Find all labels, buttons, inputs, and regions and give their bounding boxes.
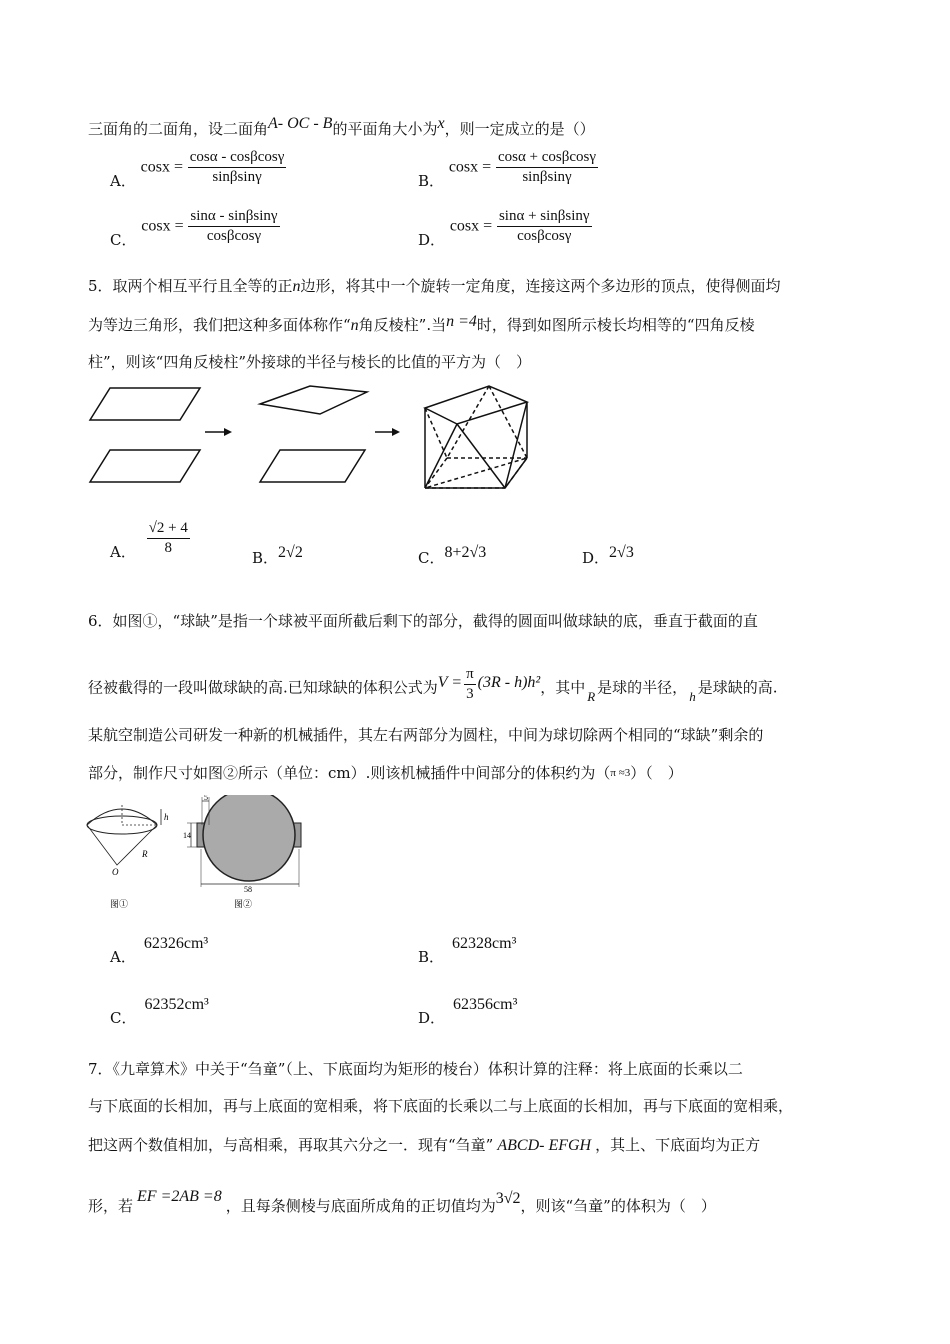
q5-line-1 bbox=[88, 275, 781, 296]
option-label: C． bbox=[110, 230, 137, 249]
q7-line-1 bbox=[88, 1058, 743, 1079]
q6-R: R bbox=[587, 688, 596, 704]
q5-line-2 bbox=[88, 314, 755, 335]
q5-text: 时，得到如图所示棱长均相等的“四角反棱 bbox=[476, 316, 755, 334]
fig2-caption: 图② bbox=[234, 900, 253, 910]
q6-line-1 bbox=[88, 610, 758, 631]
q6-option-c[interactable] bbox=[110, 993, 209, 1027]
fraction-numerator: π bbox=[464, 666, 476, 685]
q5-option-c[interactable] bbox=[418, 544, 487, 568]
option-label: A． bbox=[110, 948, 136, 966]
option-label: C． bbox=[110, 1009, 137, 1027]
q7-line-2 bbox=[88, 1095, 793, 1116]
fraction-denominator: cosβcosγ bbox=[517, 228, 572, 244]
option-label: D． bbox=[418, 230, 446, 249]
q6-text: ，其中 bbox=[540, 678, 586, 697]
q6-formula-lhs: V = bbox=[437, 673, 463, 691]
q6-option-a[interactable] bbox=[110, 932, 209, 966]
arrow-head-2 bbox=[392, 428, 400, 436]
q6-pi-approx: π ≈3 bbox=[610, 767, 631, 779]
fraction-denominator: 8 bbox=[147, 538, 190, 557]
option-fraction bbox=[188, 149, 287, 186]
fraction-numerator: sinα + sinβsinγ bbox=[497, 208, 592, 227]
option-fraction bbox=[147, 520, 190, 557]
q7-expr: EF =2AB =8 bbox=[137, 1188, 222, 1205]
q6-text: ）（ ） bbox=[630, 764, 683, 782]
q4-option-a[interactable] bbox=[110, 149, 286, 190]
q7-value: 3√2 bbox=[495, 1190, 521, 1207]
option-lhs: cosx = bbox=[448, 158, 492, 176]
antiprism bbox=[425, 386, 527, 488]
fraction-denominator: sinβsinγ bbox=[522, 169, 572, 185]
option-label: B． bbox=[252, 549, 279, 567]
option-fraction bbox=[188, 208, 279, 245]
fig1-label-O: O bbox=[112, 867, 119, 877]
q6-line-2 bbox=[88, 666, 778, 707]
q4-stem-expr: A- OC - B bbox=[268, 115, 333, 132]
q6-h: h bbox=[689, 688, 696, 704]
option-label: A． bbox=[110, 171, 136, 190]
option-label: B． bbox=[418, 171, 445, 190]
q5-text: 柱”，则该“四角反棱柱”外接球的半径与棱长的比值的平方为（ ） bbox=[88, 353, 532, 371]
q4-option-b[interactable] bbox=[418, 149, 598, 190]
q5-text: 角反棱柱”.当 bbox=[358, 316, 447, 334]
option-value: 8+2√3 bbox=[444, 544, 487, 561]
q5-option-a[interactable] bbox=[110, 520, 190, 561]
q5-text: 边形，将其中一个旋转一定角度，连接这两个多边形的顶点，使得侧面均 bbox=[300, 277, 781, 295]
q4-option-d[interactable] bbox=[418, 208, 592, 249]
square-bottom-2 bbox=[260, 450, 365, 482]
q5-text: 5．取两个相互平行且全等的正 bbox=[88, 277, 293, 295]
q6-line-3 bbox=[88, 724, 763, 745]
q5-option-d[interactable] bbox=[582, 544, 634, 568]
q6-option-b[interactable] bbox=[418, 932, 517, 966]
q7-line-3 bbox=[88, 1134, 760, 1155]
q6-figure-1 bbox=[82, 795, 182, 915]
q5-n-eq: n =4 bbox=[446, 313, 477, 330]
q4-stem-text-b: 的平面角大小为 bbox=[332, 120, 438, 138]
q6-text: 径被截得的一段叫做球缺的高.已知球缺的体积公式为 bbox=[88, 678, 438, 697]
q7-text: 形，若 bbox=[88, 1197, 134, 1215]
option-value: 62356cm³ bbox=[453, 996, 518, 1013]
option-label: D． bbox=[582, 549, 610, 567]
fig2-label-5: 5 bbox=[204, 795, 208, 802]
q5-text: 为等边三角形，我们把这种多面体称作“ bbox=[88, 316, 351, 334]
square-top-1 bbox=[90, 388, 200, 420]
q6-text: 6．如图①，“球缺”是指一个球被平面所截后剩下的部分，截得的圆面叫做球缺的底，垂直于截面的直 bbox=[88, 612, 758, 630]
arrow-head-1 bbox=[224, 428, 232, 436]
square-top-2 bbox=[260, 386, 367, 414]
q4-stem-x: x bbox=[437, 115, 445, 132]
option-value: 2√2 bbox=[278, 544, 303, 561]
option-label: D． bbox=[418, 1009, 446, 1027]
fig2-label-14: 14 bbox=[183, 831, 191, 840]
q6-text: 部分，制作尺寸如图②所示（单位：cm）.则该机械插件中间部分的体积约为（ bbox=[88, 764, 611, 782]
q4-stem-text-c: ，则一定成立的是（） bbox=[444, 120, 595, 138]
q7-expr: ABCD- EFGH bbox=[497, 1137, 592, 1154]
q6-figure-2 bbox=[182, 795, 322, 915]
option-value: 62326cm³ bbox=[143, 935, 209, 952]
q6-text: 是球的半径， bbox=[597, 678, 688, 697]
fraction-numerator: cosα - cosβcosγ bbox=[188, 149, 287, 168]
fraction-denominator: 3 bbox=[466, 686, 474, 702]
q6-text: 是球缺的高. bbox=[697, 678, 778, 697]
q7-text: 把这两个数值相加，与高相乘，再取其六分之一．现有“刍童” bbox=[88, 1136, 494, 1154]
fraction-numerator: sinα - sinβsinγ bbox=[188, 208, 279, 227]
fig1-label-R: R bbox=[142, 849, 148, 859]
fig1-label-h: h bbox=[164, 812, 169, 822]
q5-option-b[interactable] bbox=[252, 544, 303, 568]
option-lhs: cosx = bbox=[141, 217, 184, 235]
sphere bbox=[203, 795, 295, 881]
q4-option-c[interactable] bbox=[110, 208, 280, 249]
option-value: 62352cm³ bbox=[144, 996, 209, 1013]
q7-text: ，则该“刍童”的体积为（ ） bbox=[520, 1197, 716, 1215]
q6-option-d[interactable] bbox=[418, 993, 518, 1027]
option-label: B． bbox=[418, 948, 445, 966]
q7-text: 7．《九章算术》中关于“刍童”（上、下底面均为矩形的棱台）体积计算的注释：将上底面的长乘以二 bbox=[88, 1060, 743, 1078]
option-label: C． bbox=[418, 549, 445, 567]
fig1-caption: 图① bbox=[110, 900, 129, 910]
option-lhs: cosx = bbox=[140, 158, 183, 176]
fraction-numerator: cosα + cosβcosγ bbox=[496, 149, 598, 168]
option-lhs: cosx = bbox=[449, 217, 493, 235]
q6-formula-fraction bbox=[464, 666, 476, 703]
q5-line-3 bbox=[88, 351, 531, 372]
fraction-denominator: sinβsinγ bbox=[212, 169, 262, 185]
q7-text: ，且每条侧棱与底面所成角的正切值均为 bbox=[225, 1197, 496, 1215]
fig2-label-58: 58 bbox=[244, 885, 252, 894]
q4-stem-text-a: 三面角的二面角，设二面角 bbox=[88, 120, 269, 138]
q7-line-4 bbox=[88, 1188, 716, 1216]
q5-n: n bbox=[350, 317, 359, 334]
square-bottom-1 bbox=[90, 450, 200, 482]
q6-line-4 bbox=[88, 762, 683, 783]
option-fraction bbox=[497, 208, 592, 245]
q5-n: n bbox=[292, 278, 301, 295]
option-label: A． bbox=[110, 542, 136, 561]
fraction-numerator: √2 + 4 bbox=[148, 520, 188, 536]
q5-antiprism-figure bbox=[85, 378, 555, 498]
q7-text: 与下底面的长相加，再与上底面的宽相乘，将下底面的长乘以二与上底面的长相加，再与下底面的宽相乘， bbox=[88, 1097, 794, 1115]
option-fraction bbox=[496, 149, 598, 186]
option-value: 2√3 bbox=[609, 544, 634, 561]
fraction-denominator: cosβcosγ bbox=[206, 228, 262, 244]
q6-formula-rhs: (3R - h)h² bbox=[477, 673, 541, 691]
q4-stem bbox=[88, 115, 595, 139]
q6-text: 某航空制造公司研发一种新的机械插件，其左右两部分为圆柱，中间为球切除两个相同的“球缺”剩余的 bbox=[88, 726, 764, 744]
option-value: 62328cm³ bbox=[452, 935, 517, 952]
q7-text: ，其上、下底面均为正方 bbox=[595, 1136, 761, 1154]
